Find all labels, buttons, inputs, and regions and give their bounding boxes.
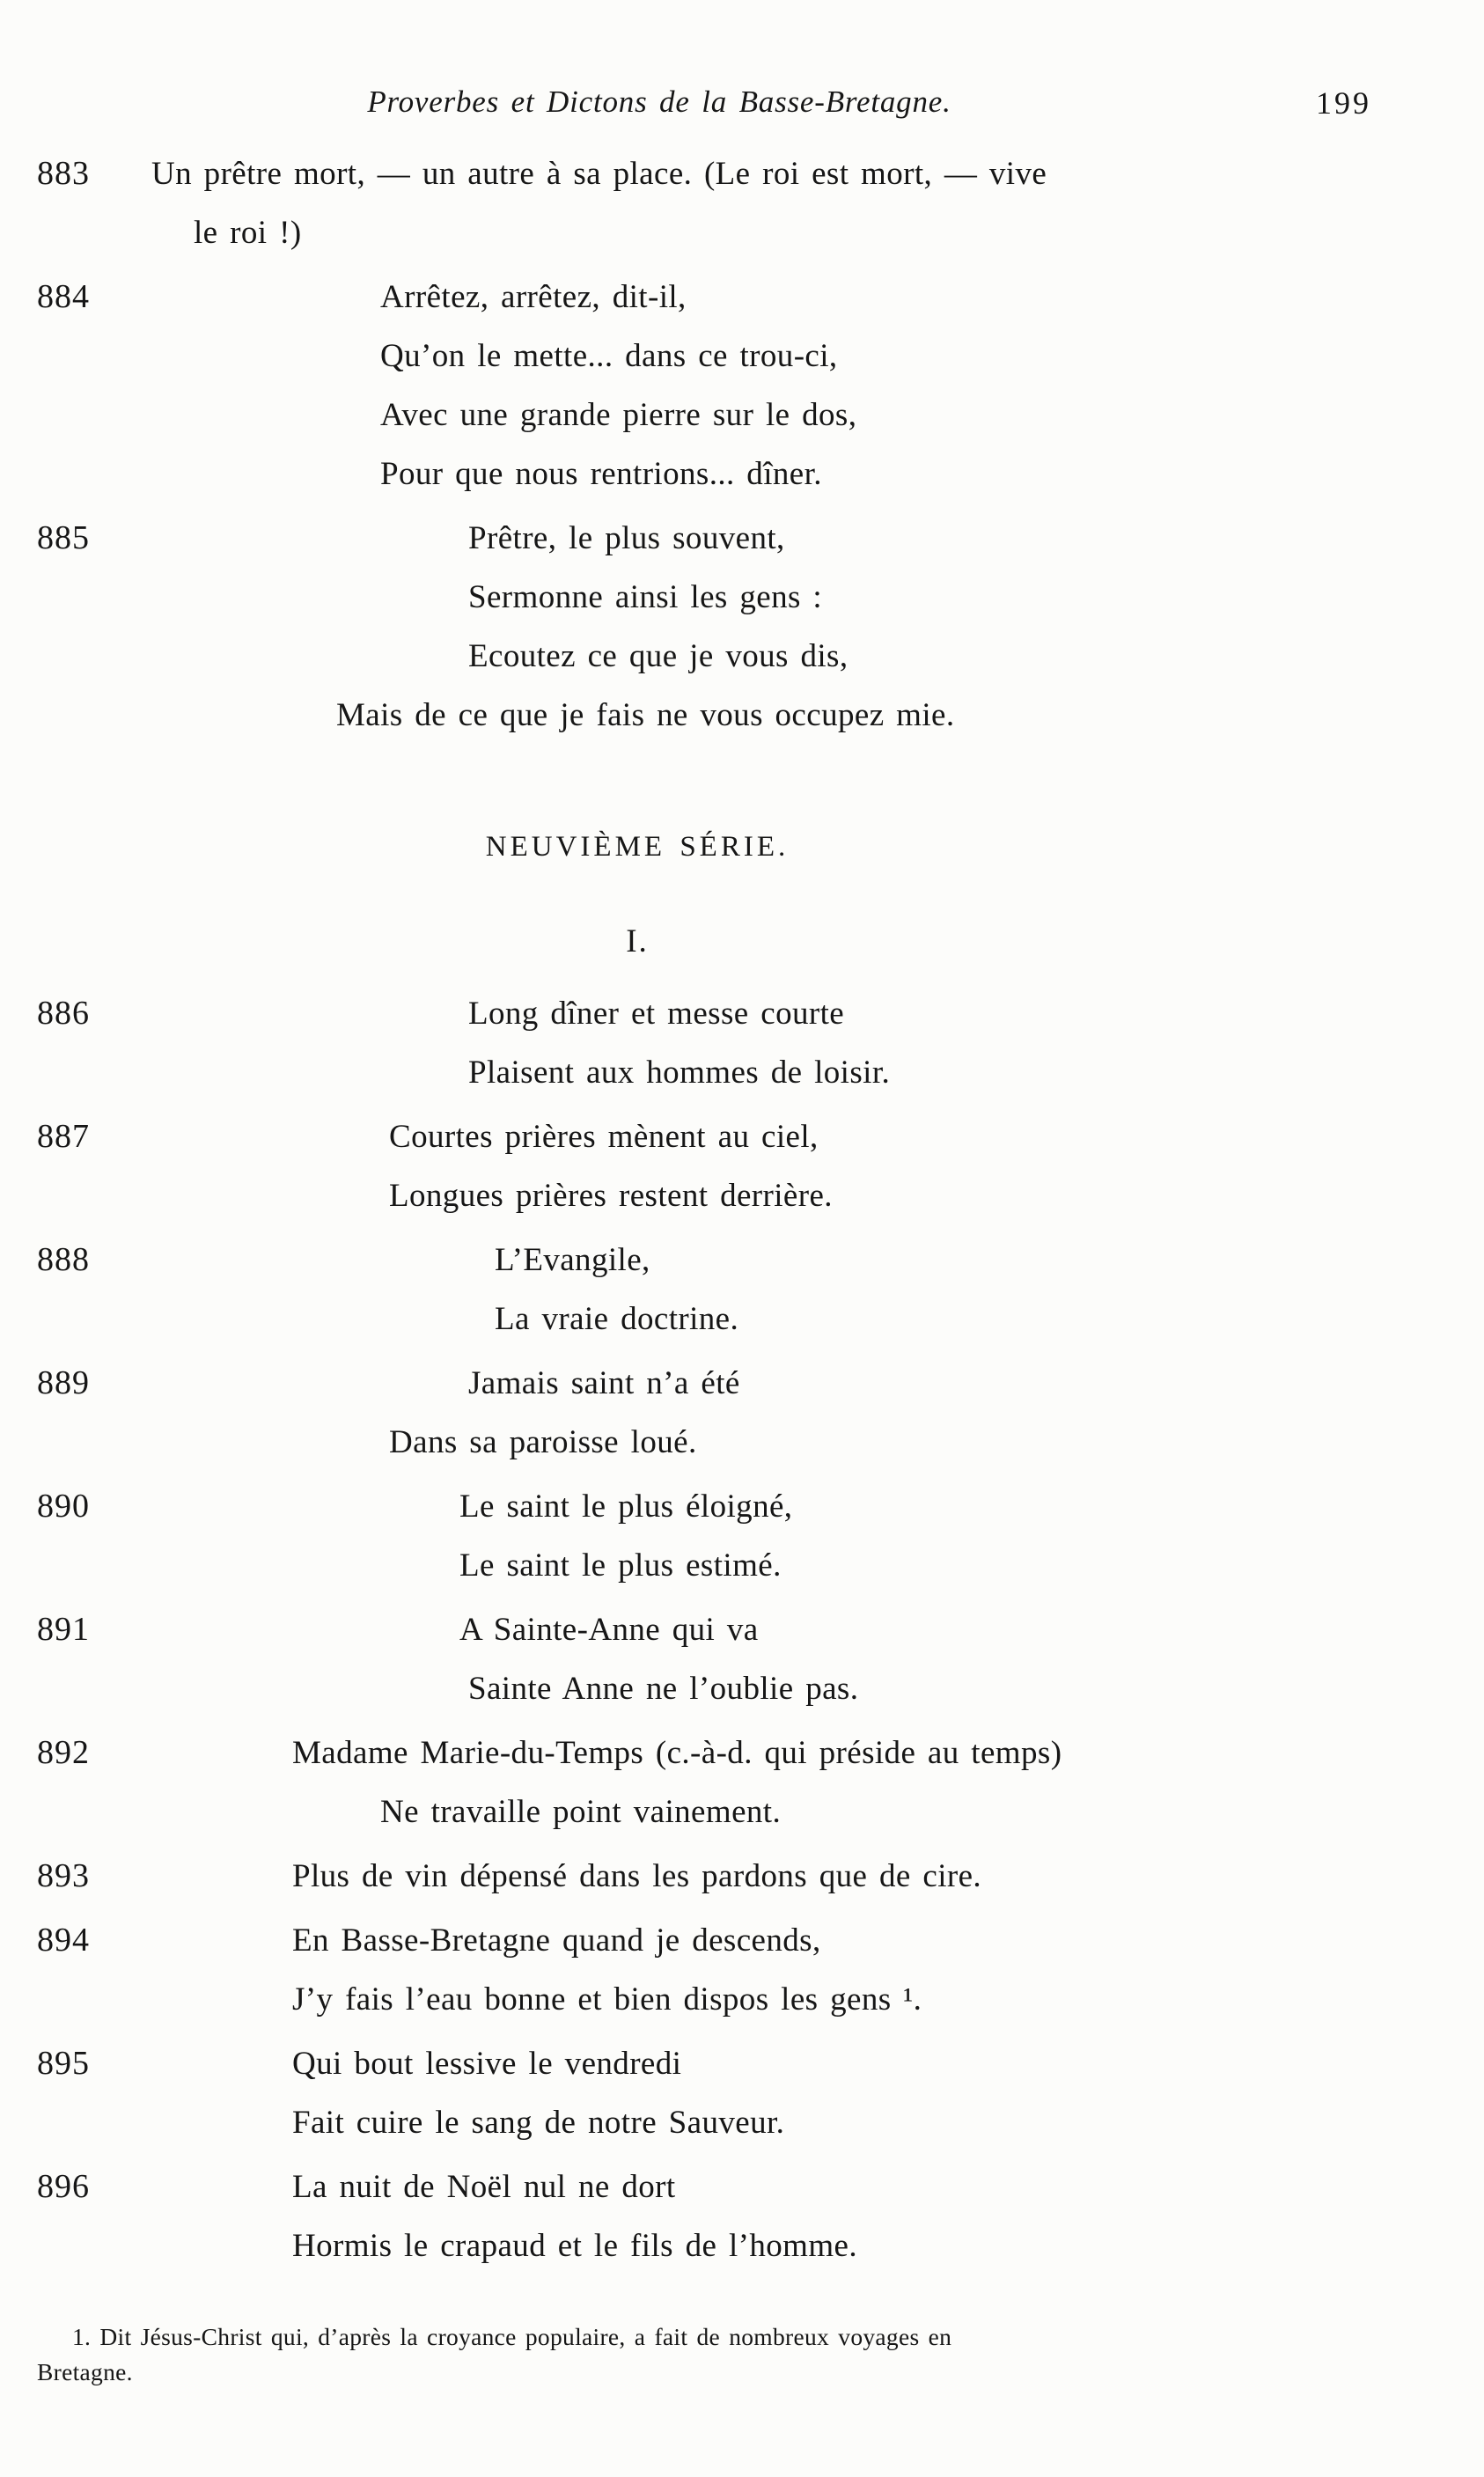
proverb-line: La vraie doctrine.: [495, 1301, 739, 1337]
proverb-line: Hormis le crapaud et le fils de l’homme.: [292, 2228, 857, 2264]
proverb-number: 894: [37, 1922, 90, 1959]
proverb-text: [151, 2034, 1378, 2152]
footnote-line: 1. Dit Jésus-Christ qui, d’après la croyance populaire, a fait de nombreux voyages en: [72, 2323, 952, 2350]
proverb-line: Plus de vin dépensé dans les pardons que de cire.: [292, 1858, 982, 1894]
proverb-line: Sainte Anne ne l’oublie pas.: [468, 1671, 859, 1707]
proverb-entry-884: [37, 268, 1378, 503]
proverb-text: [151, 1477, 1378, 1595]
section-number: I.: [626, 923, 649, 959]
proverb-line: Jamais saint n’a été: [468, 1365, 740, 1401]
proverb-number: 891: [37, 1611, 90, 1648]
proverb-line: Prêtre, le plus souvent,: [468, 520, 785, 556]
proverb-number: 887: [37, 1118, 90, 1155]
proverb-line: Plaisent aux hommes de loisir.: [468, 1055, 891, 1091]
page-number: 199: [1316, 85, 1371, 121]
running-header-title: Proverbes et Dictons de la Basse-Bretagne.: [367, 85, 951, 119]
proverb-entry-895: [37, 2034, 1378, 2152]
proverb-text: [151, 1107, 1378, 1225]
proverb-text: [151, 1231, 1378, 1349]
proverb-number: 883: [37, 155, 90, 192]
proverb-line: J’y fais l’eau bonne et bien dispos les gens ¹.: [292, 1981, 922, 2018]
proverb-entry-893: [37, 1847, 1378, 1906]
proverb-line: Qui bout lessive le vendredi: [292, 2046, 682, 2082]
proverb-line: La nuit de Noël nul ne dort: [292, 2169, 676, 2205]
proverb-text: [151, 1847, 1378, 1906]
proverb-entry-890: [37, 1477, 1378, 1595]
proverb-line: En Basse-Bretagne quand je descends,: [292, 1922, 821, 1959]
proverb-number: 892: [37, 1734, 90, 1771]
page-header: [151, 85, 1378, 120]
proverb-number: 895: [37, 2045, 90, 2082]
proverb-line: Arrêtez, arrêtez, dit-il,: [380, 279, 687, 315]
proverb-line: Mais de ce que je fais ne vous occupez mie.: [336, 697, 955, 733]
proverb-number: 888: [37, 1241, 90, 1278]
proverb-text: [151, 1724, 1378, 1841]
proverb-line: Le saint le plus éloigné,: [459, 1488, 793, 1525]
proverb-text: [151, 2157, 1378, 2275]
proverb-text: [151, 984, 1378, 1102]
proverb-line: Madame Marie-du-Temps (c.-à-d. qui préside au temps): [292, 1735, 1062, 1771]
proverb-text: [151, 509, 1378, 745]
proverb-line: Longues prières restent derrière.: [389, 1178, 833, 1214]
proverb-number: 884: [37, 278, 90, 315]
proverb-line: Ne travaille point vainement.: [380, 1794, 782, 1830]
proverb-entry-886: [37, 984, 1378, 1102]
proverb-line: Long dîner et messe courte: [468, 996, 845, 1032]
proverb-entry-883: [37, 144, 1378, 262]
footnote-line: Bretagne.: [37, 2358, 133, 2385]
proverb-line: L’Evangile,: [495, 1242, 650, 1278]
proverb-text: [151, 1911, 1378, 2029]
proverb-line: Le saint le plus estimé.: [459, 1547, 782, 1584]
proverb-line: Fait cuire le sang de notre Sauveur.: [292, 2105, 785, 2141]
proverb-line: A Sainte-Anne qui va: [459, 1612, 759, 1648]
series-heading: NEUVIÈME SÉRIE.: [485, 831, 790, 863]
proverb-entry-888: [37, 1231, 1378, 1349]
proverb-entry-891: [37, 1600, 1378, 1718]
proverb-number: 896: [37, 2168, 90, 2205]
proverb-line: Courtes prières mènent au ciel,: [389, 1119, 819, 1155]
proverb-entry-896: [37, 2157, 1378, 2275]
proverb-text: [151, 1354, 1378, 1472]
proverb-line: Sermonne ainsi les gens :: [468, 579, 823, 615]
proverb-entry-885: [37, 509, 1378, 745]
proverb-number: 889: [37, 1364, 90, 1401]
proverb-line: Ecoutez ce que je vous dis,: [468, 638, 849, 674]
proverb-entry-892: [37, 1724, 1378, 1841]
proverb-line: Un prêtre mort, — un autre à sa place. (Le roi est mort, — vive: [151, 156, 1047, 192]
proverb-number: 886: [37, 995, 90, 1032]
proverb-entry-894: [37, 1911, 1378, 2029]
proverb-text: [151, 1600, 1378, 1718]
proverb-number: 893: [37, 1857, 90, 1894]
proverb-line: Pour que nous rentrions... dîner.: [380, 456, 822, 492]
proverb-line: Avec une grande pierre sur le dos,: [380, 397, 857, 433]
proverb-text: [151, 144, 1378, 262]
proverb-entry-887: [37, 1107, 1378, 1225]
footnote: [37, 2319, 1378, 2390]
proverb-number: 885: [37, 519, 90, 556]
proverb-line: le roi !): [194, 215, 302, 251]
proverb-line: Dans sa paroisse loué.: [389, 1424, 697, 1460]
proverb-entry-889: [37, 1354, 1378, 1472]
proverb-text: [151, 268, 1378, 503]
proverb-number: 890: [37, 1488, 90, 1525]
proverb-line: Qu’on le mette... dans ce trou-ci,: [380, 338, 838, 374]
